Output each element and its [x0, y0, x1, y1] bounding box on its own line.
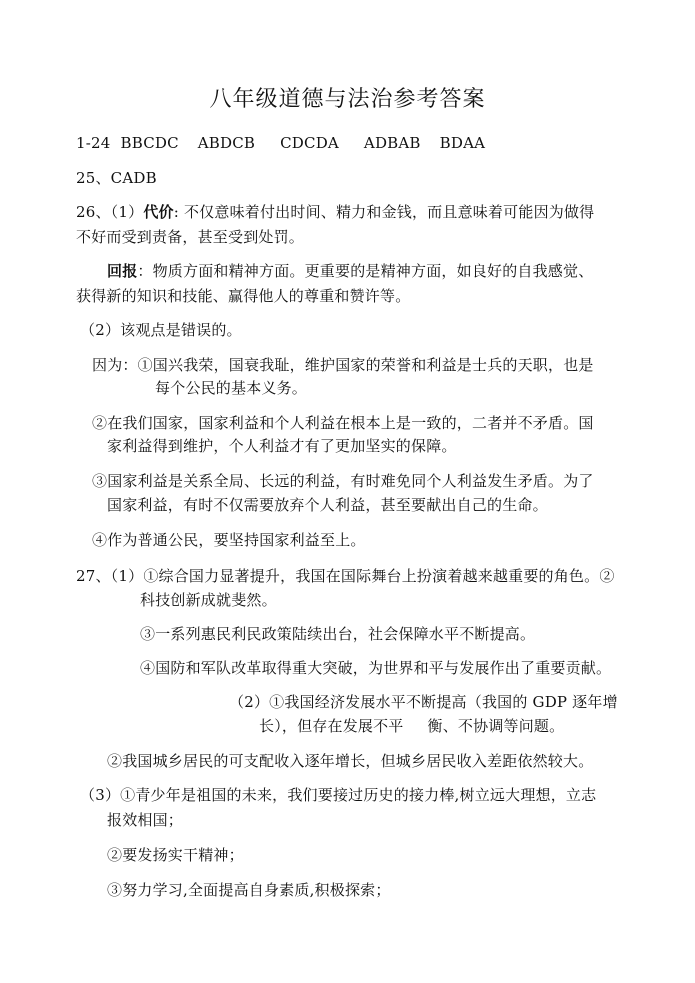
- q27-p1-line2: 科技创新成就斐然。: [140, 591, 277, 609]
- q27-p1-item4: ④国防和军队改革取得重大突破，为世界和平与发展作出了重要贡献。: [140, 659, 612, 677]
- q26-huibao-line1: [107, 261, 593, 281]
- q27-p2-line2: [259, 716, 564, 736]
- answer-group: BDAA: [439, 134, 486, 152]
- answer-group: ABDCB: [197, 134, 256, 152]
- q26-daijia-line1: [76, 202, 594, 222]
- q27-p3-item2: ②要发扬实干精神；: [107, 846, 244, 864]
- q26-daijia-line2: 不好而受到责备，甚至受到处罚。: [76, 228, 305, 246]
- q26-reason4: ④作为普通公民，要坚持国家利益至上。: [92, 531, 366, 549]
- q26-prefix: 26、（1）: [76, 203, 144, 221]
- q27-p2-item2: ②我国城乡居民的可支配收入逐年增长，但城乡居民收入差距依然较大。: [107, 752, 594, 770]
- page-title: 八年级道德与法治参考答案: [209, 87, 486, 112]
- answer-group: BBCDC: [120, 134, 179, 152]
- q26-part2: （2）该观点是错误的。: [80, 321, 242, 339]
- q26-huibao-line2: 获得新的知识和技能、赢得他人的尊重和赞许等。: [76, 287, 411, 305]
- huibao-label: 回报: [107, 262, 138, 280]
- q27-p1-line1: 27、（1）①综合国力显著提升，我国在国际舞台上扮演着越来越重要的角色。②: [76, 567, 615, 585]
- answer-group: CDCDA: [280, 134, 339, 152]
- answer-group: ADBAB: [363, 134, 421, 152]
- q26-reason1-line2: 每个公民的基本义务。: [155, 379, 308, 397]
- daijia-label: 代价: [143, 203, 174, 221]
- daijia-text: : 不仅意味着付出时间、精力和金钱，而且意味着可能因为做得: [173, 203, 595, 221]
- q26-reason3-line2: 国家利益，有时不仅需要放弃个人利益，甚至要献出自己的生命。: [107, 496, 548, 514]
- answer-25: 25、CADB: [76, 169, 157, 187]
- q27-p3-line1: （3）①青少年是祖国的未来，我们要接过历史的接力棒,树立远大理想，立志: [80, 786, 597, 804]
- huibao-text: ：物质方面和精神方面。更重要的是精神方面，如良好的自我感觉、: [137, 262, 594, 280]
- q26-reason2-line2: 家利益得到维护，个人利益才有了更加坚实的保障。: [107, 437, 457, 455]
- q27-p1-item3: ③一系列惠民利民政策陆续出台，社会保障水平不断提高。: [140, 625, 536, 643]
- q26-reason1-line1: 因为：①国兴我荣，国衰我耻，维护国家的荣誉和利益是士兵的天职，也是: [92, 356, 594, 374]
- q27-p2-line1: （2）①我国经济发展水平不断提高（我国的 GDP 逐年增: [229, 693, 618, 711]
- q26-reason3-line1: ③国家利益是关系全局、长远的利益，有时难免同个人利益发生矛盾。为了: [92, 472, 594, 490]
- q26-reason2-line1: ②在我们国家，国家利益和个人利益在根本上是一致的，二者并不矛盾。国: [92, 414, 594, 432]
- q27-p2-line2-a: 长），但存在发展不平: [259, 717, 404, 735]
- q27-p2-line2-b: 衡、不协调等问题。: [427, 717, 565, 735]
- q27-p3-item3: ③努力学习,全面提高自身素质,积极探索；: [107, 881, 391, 899]
- answers-range-label: 1-24: [76, 134, 111, 152]
- q27-p3-line2: 报效相国；: [107, 811, 184, 829]
- answers-1-24-row: [76, 133, 485, 153]
